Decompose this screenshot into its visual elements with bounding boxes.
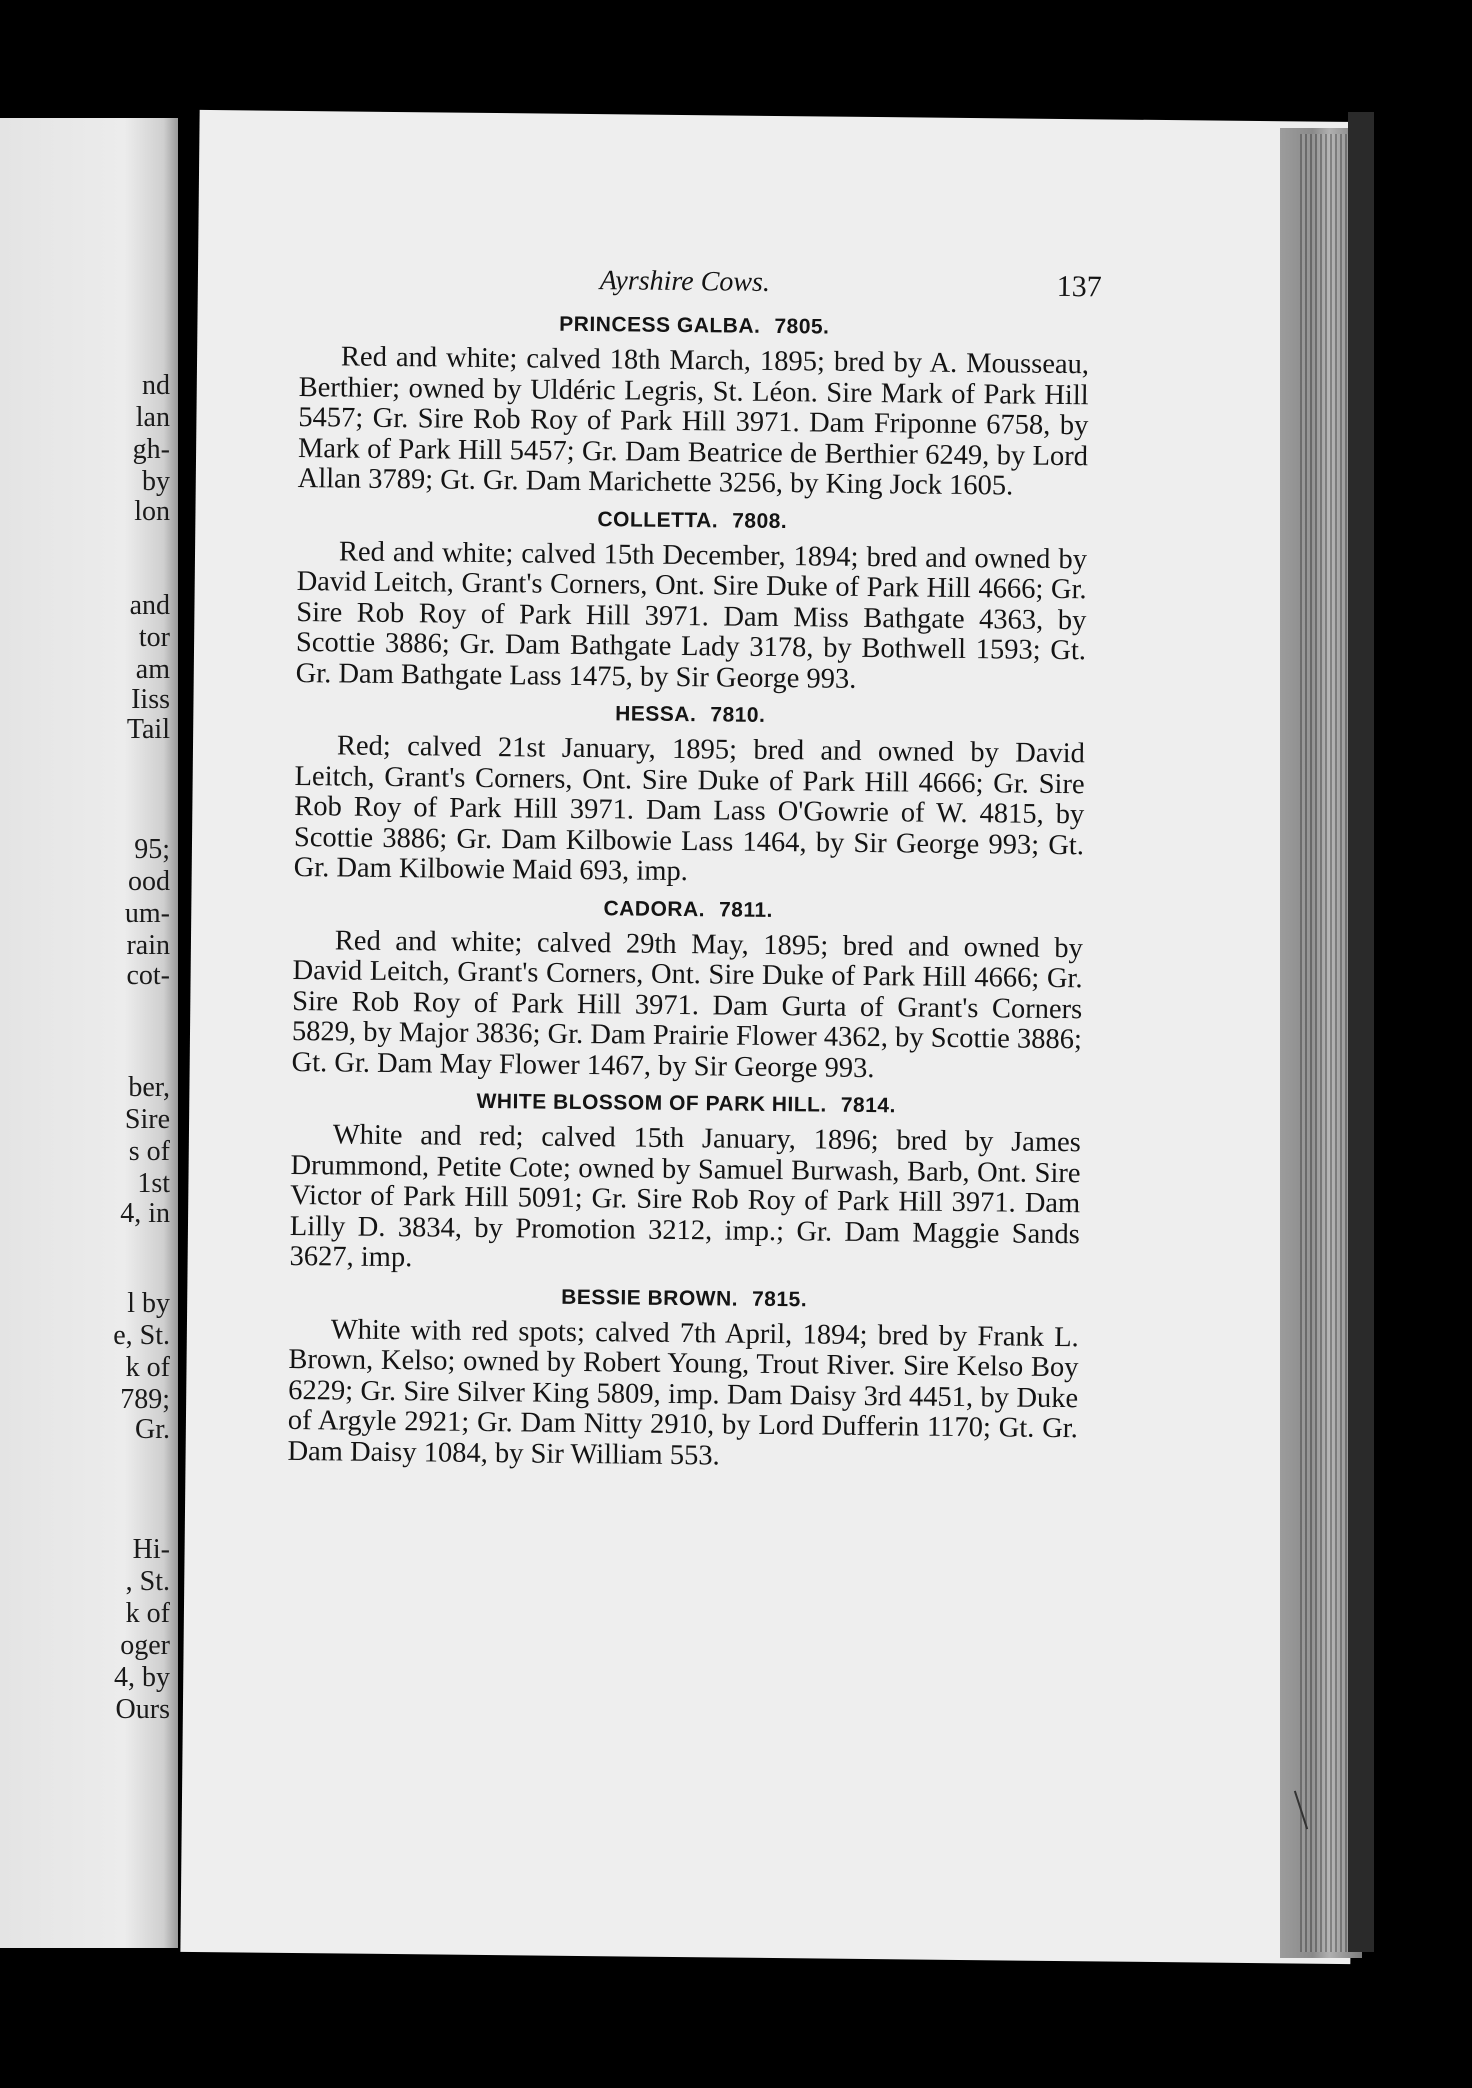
animal-name: CADORA. [603, 896, 706, 921]
book-cover-edge [1348, 112, 1374, 1952]
left-line-fragment: tor [138, 622, 170, 653]
pedigree-entry [287, 1282, 1079, 1475]
running-head [300, 262, 1102, 310]
left-line-fragment: nd [142, 370, 170, 401]
left-line-fragment: Sire [124, 1104, 170, 1135]
entry-text: White with red spots; calved 7th April, 1894; bred by Frank L. Brown, Kelso; owned by Robert Young, Trout River. Sire Kelso Boy 6229; Gr. Sire Silver King 5809, imp. Dam Daisy 3rd 4451, by Duke of Argyle 2921; Gr. Dam Nitty 2910, by Lord Dufferin 1170; Gt. Gr. Dam Daisy 1084, by Sir William 553. [287, 1313, 1079, 1471]
left-line-fragment: 95; [134, 834, 170, 865]
left-line-fragment: l by [127, 1288, 170, 1319]
page-number: 137 [1056, 269, 1102, 304]
left-line-fragment: Gr. [135, 1414, 170, 1445]
entry-text: Red and white; calved 15th December, 1894; bred and owned by David Leitch, Grant's Corners, Ont. Sire Duke of Park Hill 4666; Gr. Sire Rob Roy of Park Hill 3971. Dam Miss Bathgate 4363, by Scottie 3886; Gr. Dam Bathgate Lady 3178, by Bothwell 1593; Gt. Gr. Dam Bathgate Lass 1475, by Sir George 993. [295, 535, 1088, 695]
herd-book-number: 7805. [774, 314, 830, 339]
animal-name: COLLETTA. [597, 507, 719, 532]
page-content [287, 262, 1102, 1485]
herd-book-number: 7814. [840, 1093, 896, 1118]
left-line-fragment: Iiss [131, 684, 170, 715]
left-line-fragment: am [135, 654, 170, 685]
pedigree-entry [293, 699, 1085, 892]
entry-heading [295, 699, 1085, 731]
left-line-fragment: e, St. [113, 1320, 170, 1351]
left-line-fragment: gh- [132, 434, 170, 465]
left-facing-page [0, 118, 178, 1948]
left-line-fragment: 789; [120, 1384, 170, 1415]
left-line-fragment: and [129, 590, 170, 621]
herd-book-number: 7808. [732, 509, 788, 533]
left-line-fragment: ber, [128, 1072, 170, 1103]
pedigree-entry [291, 893, 1083, 1086]
left-line-fragment: lon [134, 496, 170, 527]
animal-name: WHITE BLOSSOM OF PARK HILL. [476, 1089, 827, 1117]
pedigree-entry [296, 504, 1088, 697]
running-title: Ayrshire Cows. [599, 265, 771, 298]
entry-heading [291, 1088, 1081, 1120]
herd-book-number: 7815. [751, 1287, 808, 1311]
entry-text: Red; calved 21st January, 1895; bred and owned by David Leitch, Grant's Corners, Ont. Sire Duke of Park Hill 4666; Gr. Sire Rob Roy of Park Hill 3971. Dam Lass O'Gowrie of W. 4815, by Scottie 3886; Gr. Dam Kilbowie Lass 1464, by Sir George 993; Gt. Gr. Dam Kilbowie Maid 693, imp. [293, 730, 1086, 888]
left-line-fragment: um- [124, 898, 170, 929]
entry-text: Red and white; calved 29th May, 1895; bred and owned by David Leitch, Grant's Corners, Ont. Sire Duke of Park Hill 4666; Gr. Sire Rob Roy of Park Hill 3971. Dam Gurta of Grant's Corners 5829, by Major 3836; Gr. Dam Prairie Flower 4362, by Scottie 3886; Gt. Gr. Dam May Flower 1467, by Sir George 993. [291, 924, 1084, 1084]
left-line-fragment: 4, in [120, 1198, 170, 1229]
entry-text: White and red; calved 15th January, 1896; bred by James Drummond, Petite Cote; owned by Samuel Burwash, Barb, Ont. Sire Victor of Park Hill 5091; Gr. Sire Rob Roy of Park Hill 3971. Dam Lilly D. 3834, by Promotion 3212, imp.; Gr. Dam Maggie Sands 3627, imp. [289, 1119, 1081, 1274]
left-line-fragment: ood [128, 866, 170, 897]
left-line-fragment: k of [125, 1352, 170, 1383]
left-line-fragment: cot- [126, 960, 170, 991]
animal-name: HESSA. [615, 702, 697, 727]
left-line-fragment: , St. [125, 1566, 170, 1597]
herd-book-number: 7810. [710, 703, 766, 727]
entry-heading [299, 310, 1089, 342]
pedigree-entry [289, 1088, 1081, 1281]
left-line-fragment: oger [120, 1630, 170, 1661]
entry-heading [297, 504, 1087, 536]
left-line-fragment: lan [135, 402, 170, 433]
left-line-fragment: by [142, 466, 170, 497]
entry-text: Red and white; calved 18th March, 1895; bred by A. Mousseau, Berthier; owned by Uldéric Legris, St. Léon. Sire Mark of Park Hill 5457; Gr. Sire Rob Roy of Park Hill 3971. Dam Friponne 6758, by Mark of Park Hill 5457; Gr. Dam Beatrice de Berthier 6249, by Lord Allan 3789; Gt. Gr. Dam Marichette 3256, by King Jock 1605. [297, 341, 1090, 502]
left-line-fragment: 1st [137, 1168, 170, 1199]
entry-heading [293, 893, 1083, 925]
left-line-fragment: Hi- [132, 1534, 170, 1565]
left-line-fragment: 4, by [114, 1662, 170, 1693]
left-line-fragment: Ours [115, 1694, 170, 1725]
left-line-fragment: k of [125, 1598, 170, 1629]
left-line-fragment: rain [126, 930, 170, 961]
pedigree-entry [298, 310, 1090, 503]
left-line-fragment: s of [128, 1136, 170, 1167]
left-line-fragment: Tail [126, 714, 170, 745]
entry-heading [289, 1282, 1079, 1314]
animal-name: PRINCESS GALBA. [559, 312, 761, 338]
animal-name: BESSIE BROWN. [561, 1285, 739, 1311]
herd-book-number: 7811. [718, 897, 774, 922]
